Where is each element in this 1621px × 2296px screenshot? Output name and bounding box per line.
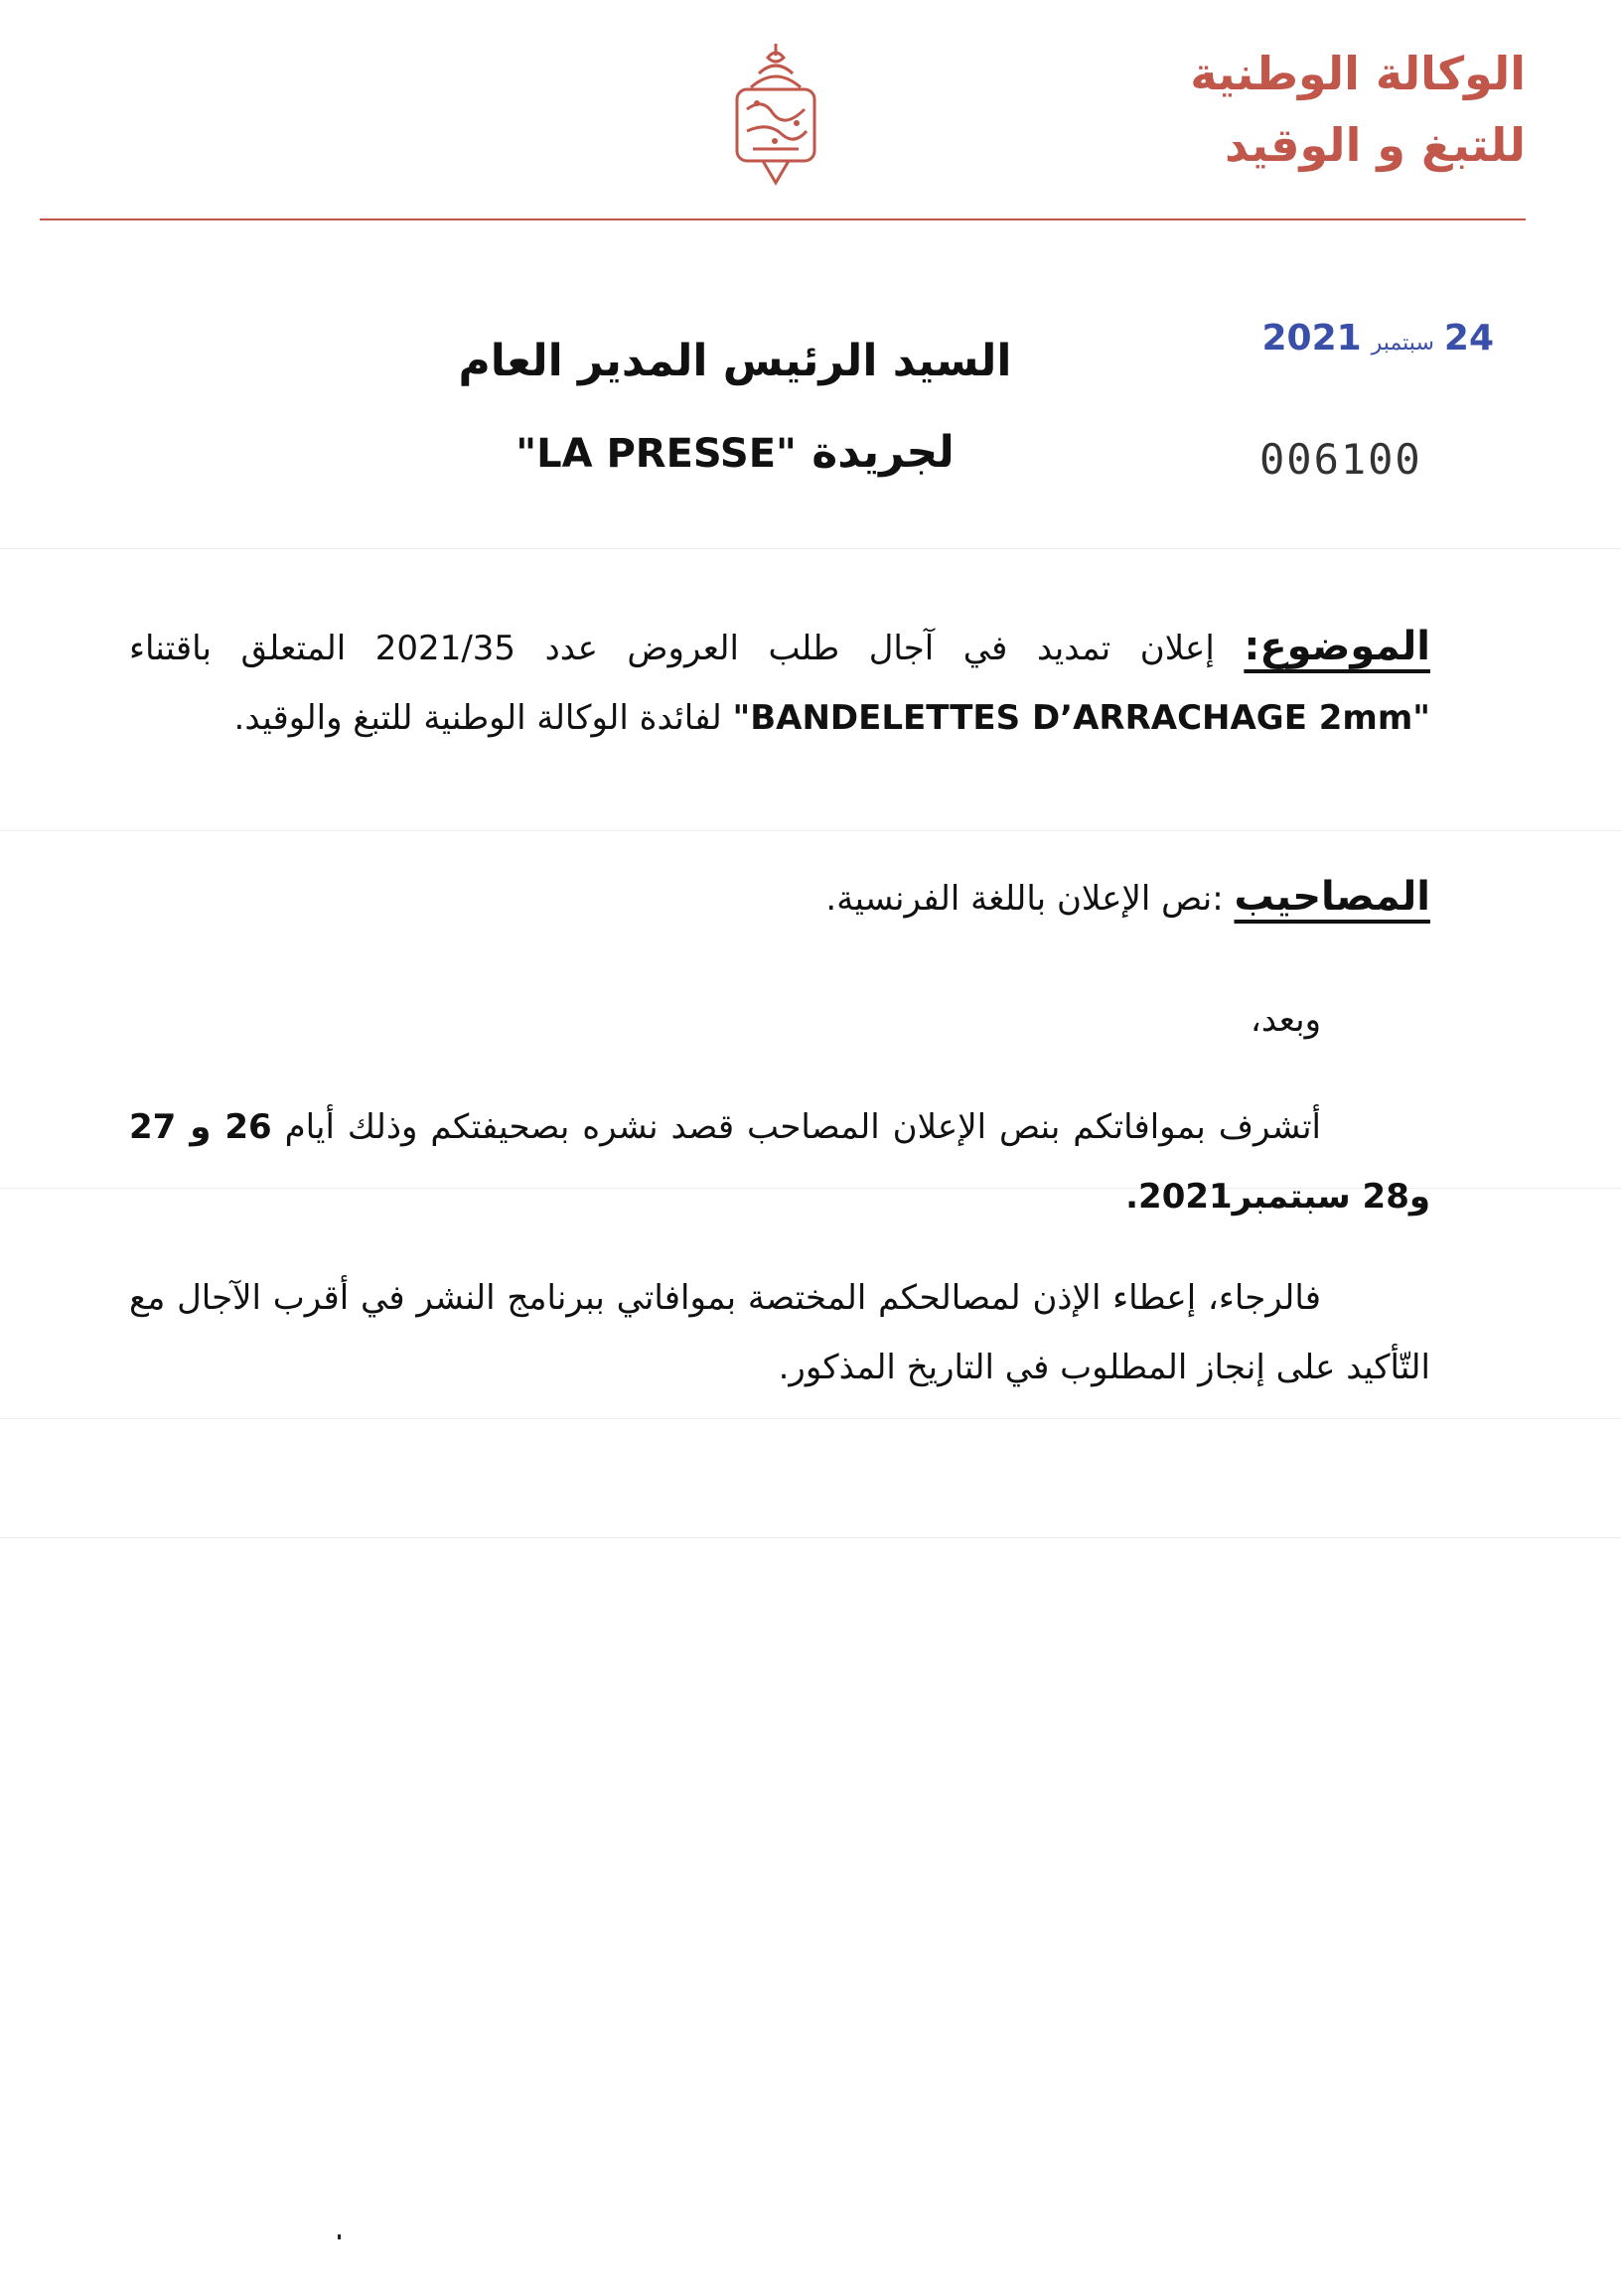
stamp-year: 2021 <box>1261 318 1362 359</box>
recipient-newspaper-prefix: لجريدة <box>811 427 955 478</box>
subject-label: الموضوع: <box>1244 624 1431 669</box>
tender-number: 2021/35 <box>374 629 516 668</box>
greeting-text: وبعد، <box>1250 1000 1321 1040</box>
scan-artifact-line <box>0 548 1621 549</box>
attachments-paragraph <box>129 862 1430 933</box>
agency-logo <box>723 40 828 189</box>
subject-text-2: المتعلق باقتناء <box>129 629 375 668</box>
recipient-title: السيد الرئيس المدير العام <box>458 336 1012 386</box>
stamp-day: 24 <box>1443 318 1494 359</box>
recipient-block <box>417 316 1053 500</box>
stamp-month: سبتمبر <box>1371 331 1434 356</box>
body-paragraph-1 <box>129 1092 1430 1231</box>
organization-name-line2: للتبغ و الوقيد <box>1225 118 1526 172</box>
publication-dates: 26 و 27 و28 سبتمبر2021. <box>129 1107 1430 1217</box>
scan-artifact-line <box>0 1537 1621 1538</box>
body-paragraph-1-text: أتشرف بموافاتكم بنص الإعلان المصاحب قصد نشره بصحيفتكم وذلك أيام <box>271 1107 1321 1147</box>
scan-artifact-line <box>0 1418 1621 1419</box>
subject-text-1: إعلان تمديد في آجال طلب العروض عدد <box>516 629 1245 668</box>
subject-paragraph <box>129 612 1430 753</box>
subject-text-3: لفائدة الوكالة الوطنية للتبغ والوقيد. <box>233 698 733 738</box>
greeting <box>129 985 1430 1055</box>
scan-artifact-line <box>0 830 1621 831</box>
newspaper-name: "LA PRESSE" <box>516 431 797 477</box>
recipient-newspaper <box>417 407 1053 500</box>
body-paragraph-2: فالرجاء، إعطاء الإذن لمصالحكم المختصة بموافاتي ببرنامج النشر في أقرب الآجال مع التّأكيد على إنجاز المطلوب في التاريخ المذكور. <box>129 1278 1430 1387</box>
letterhead-divider <box>40 218 1526 220</box>
reference-number: 006100 <box>1259 435 1422 484</box>
attachments-label: المصاحيب <box>1234 874 1430 920</box>
organization-name <box>1049 38 1526 181</box>
date-stamp <box>1255 318 1494 359</box>
scan-speck <box>338 2234 341 2239</box>
agency-logo-icon <box>723 40 828 189</box>
organization-name-line1: الوكالة الوطنية <box>1190 47 1526 100</box>
attachments-text: :نص الإعلان باللغة الفرنسية. <box>825 879 1235 919</box>
tender-item: "BANDELETTES D’ARRACHAGE 2mm" <box>732 698 1430 738</box>
